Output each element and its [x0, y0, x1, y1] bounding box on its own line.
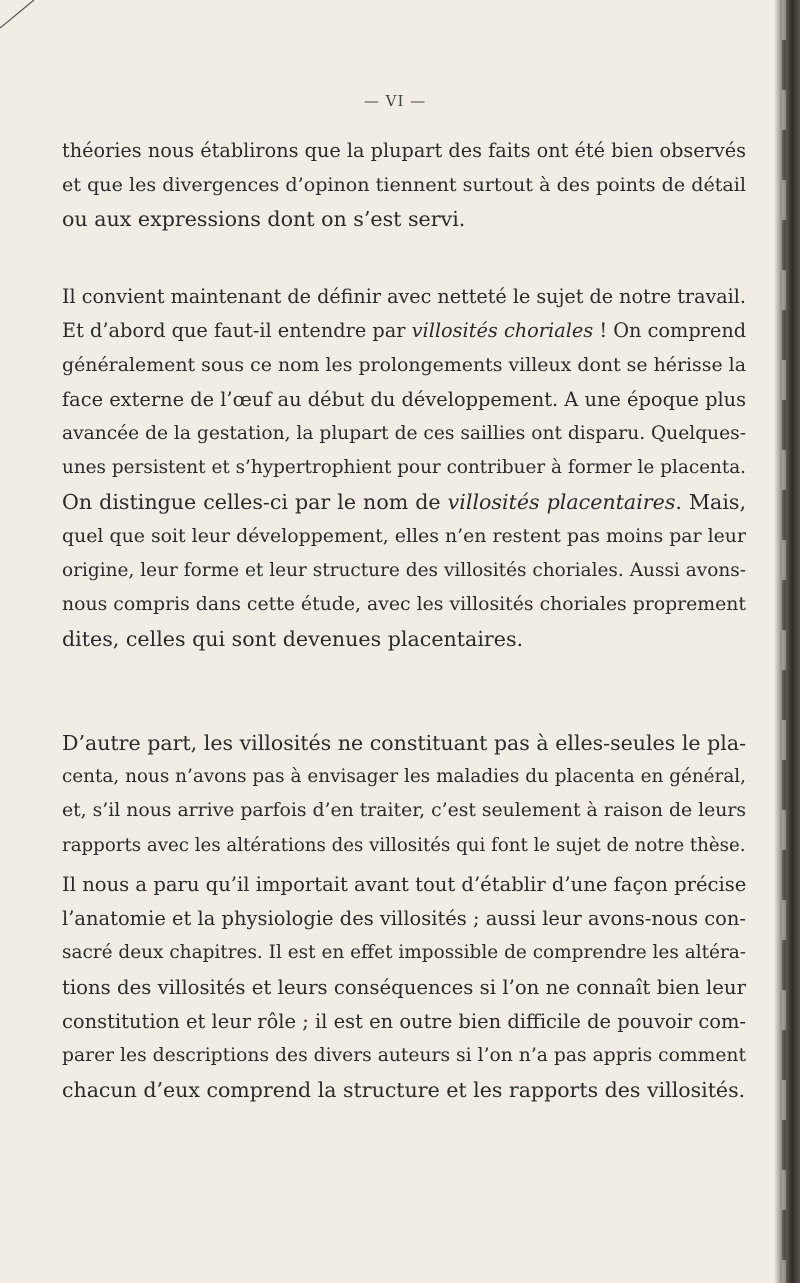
paragraph-4 — [62, 868, 746, 1107]
term-villosites-choriales: villosités choriales — [411, 319, 594, 343]
text-line-mixed: Et d’abord que faut-il entendre par villosités choriales ! On comprend — [62, 319, 747, 343]
text-line: sacré deux chapitres. Il est en effet impossible de comprendre les altéra- — [62, 942, 746, 964]
corner-pencil-mark — [0, 0, 40, 30]
text-line: D’autre part, les villosités ne constituant pas à elles-seules le pla- — [62, 731, 746, 755]
text-line: centa, nous n’avons pas à envisager les maladies du placenta en général, — [62, 766, 746, 788]
paragraph-2 — [62, 280, 746, 656]
text-line: généralement sous ce nom les prolongements villeux dont se hérisse la — [62, 354, 746, 377]
text-line: quel que soit leur développement, elles n’en restent pas moins par leur — [62, 525, 746, 548]
text-line: parer les descriptions des divers auteurs si l’on n’a pas appris comment — [62, 1045, 746, 1067]
page-number: — VI — — [363, 92, 427, 110]
text-line: et, s’il nous arrive parfois d’en traiter, c’est seulement à raison de leurs — [62, 800, 746, 822]
text-line-mixed: On distingue celles-ci par le nom de villosités placentaires. Mais, — [62, 490, 747, 515]
text-line: rapports avec les altérations des villosités qui font le sujet de notre thèse. — [62, 834, 746, 856]
text-line: avancée de la gestation, la plupart de ces saillies ont disparu. Quelques- — [62, 422, 746, 444]
text-line: et que les divergences d’opinon tiennent surtout à des points de détail — [62, 173, 746, 197]
paragraph-3 — [62, 726, 746, 863]
text-line: dites, celles qui sont devenues placentaires. — [62, 627, 524, 652]
text-line: unes persistent et s’hypertrophient pour contribuer à former le placenta. — [62, 457, 746, 479]
text-line: l’anatomie et la physiologie des villosités ; aussi leur avons-nous con- — [62, 907, 746, 931]
text-line: constitution et leur rôle ; il est en outre bien difficile de pouvoir com- — [62, 1009, 746, 1033]
term-villosites-placentaires: villosités placentaires — [447, 490, 676, 515]
book-binding-edge — [774, 0, 800, 1283]
text-line: Il nous a paru qu’il importait avant tout d’établir d’une façon précise — [62, 873, 747, 896]
text-line: chacun d’eux comprend la structure et les rapports des villosités. — [62, 1078, 746, 1103]
text-line: ou aux expressions dont on s’est servi. — [62, 207, 466, 232]
text-line: Il convient maintenant de définir avec netteté le sujet de notre travail. — [62, 285, 746, 308]
text-line: origine, leur forme et leur structure des villosités choriales. Aussi avons- — [62, 559, 746, 581]
paragraph-1 — [62, 134, 746, 237]
text-line: face externe de l’œuf au début du développement. A une époque plus — [62, 387, 747, 411]
text-line: tions des villosités et leurs conséquences si l’on ne connaît bien leur — [62, 975, 746, 999]
text-line: théories nous établirons que la plupart des faits ont été bien observés — [62, 139, 746, 162]
text-line: nous compris dans cette étude, avec les villosités choriales proprement — [62, 593, 746, 615]
